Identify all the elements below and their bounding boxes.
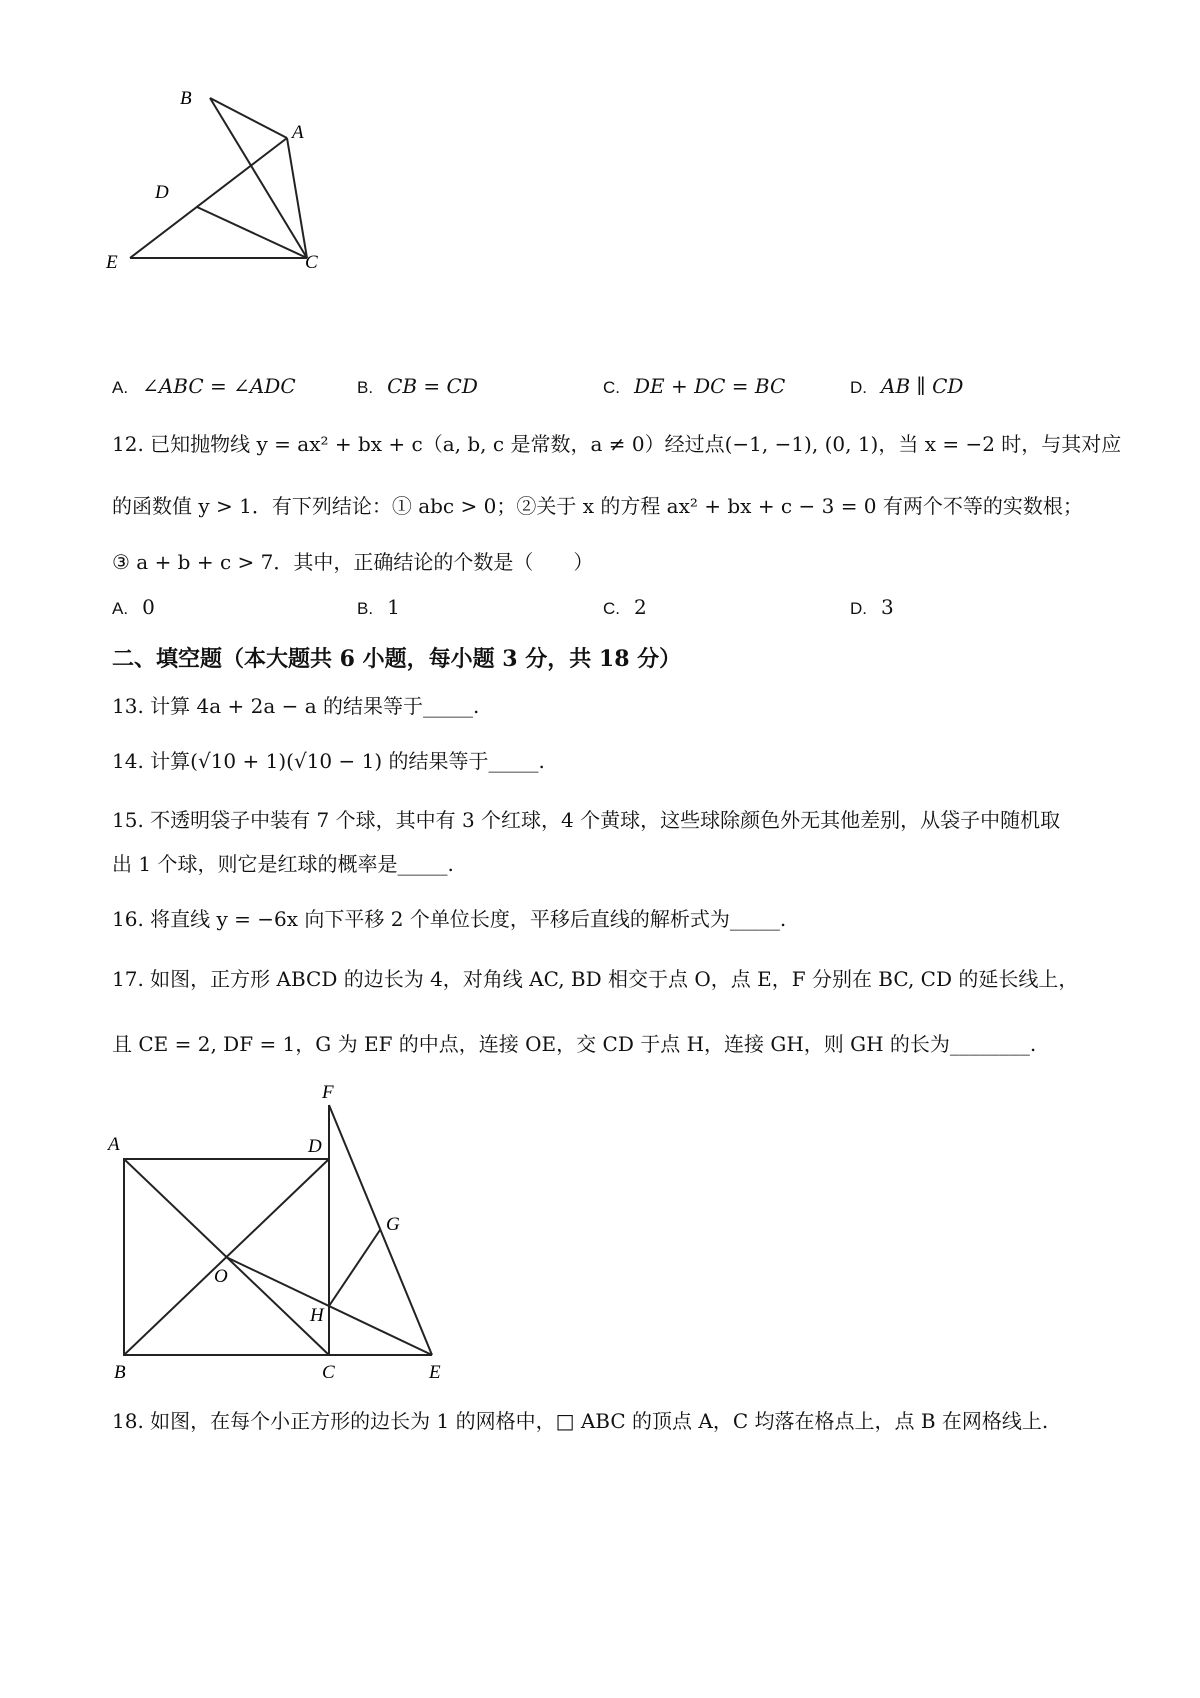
- q11-option-c: [603, 374, 785, 398]
- figure-square-abcd: [100, 1080, 460, 1380]
- label-o: O: [214, 1266, 228, 1287]
- q18: 18. 如图，在每个小正方形的边长为 1 的网格中，□ ABC 的顶点 A，C 均落在格点上，点 B 在网格线上.: [112, 1409, 1049, 1433]
- label-c: C: [322, 1362, 335, 1380]
- option-letter: B.: [357, 599, 374, 618]
- option-letter: C.: [603, 599, 620, 618]
- label-e: E: [106, 252, 118, 273]
- option-text: 3: [881, 595, 894, 619]
- q11-option-a: [112, 374, 296, 398]
- option-letter: A.: [112, 599, 129, 618]
- label-b: B: [114, 1362, 126, 1380]
- q12-option-a: [112, 595, 155, 619]
- option-letter: D.: [850, 599, 867, 618]
- section-2-heading: 二、填空题（本大题共 6 小题，每小题 3 分，共 18 分）: [112, 646, 682, 672]
- label-g: G: [386, 1214, 400, 1235]
- label-d: D: [155, 182, 169, 203]
- option-text: DE + DC = BC: [634, 374, 786, 398]
- option-text: 0: [142, 595, 155, 619]
- q16: 16. 将直线 y = −6x 向下平移 2 个单位长度，平移后直线的解析式为_____.: [112, 907, 787, 931]
- option-letter: A.: [112, 378, 129, 397]
- q15-line-2: 出 1 个球，则它是红球的概率是_____.: [112, 852, 454, 876]
- q11-option-d: [850, 374, 963, 398]
- q12-line-1: 12. 已知抛物线 y = ax² + bx + c（a, b, c 是常数，a ≠ 0）经过点(−1, −1), (0, 1)，当 x = −2 时，与其对应: [112, 432, 1122, 456]
- option-text: CB = CD: [387, 374, 478, 398]
- option-letter: C.: [603, 378, 620, 397]
- label-f: F: [322, 1082, 334, 1103]
- segment-fe: [329, 1105, 432, 1355]
- option-text: 2: [634, 595, 647, 619]
- label-c: C: [305, 252, 318, 273]
- option-text: AB ∥ CD: [881, 374, 964, 398]
- option-text: ∠ABC = ∠ADC: [142, 374, 296, 398]
- label-a: A: [108, 1134, 120, 1155]
- label-h: H: [310, 1305, 324, 1326]
- figure-triangle-abcde: [100, 80, 360, 300]
- q12-line-3: ③ a + b + c > 7．其中，正确结论的个数是（ ）: [112, 550, 594, 574]
- option-letter: B.: [357, 378, 374, 397]
- q12-option-c: [603, 595, 647, 619]
- q14: 14. 计算(√10 + 1)(√10 − 1) 的结果等于_____.: [112, 749, 545, 773]
- q13: 13. 计算 4a + 2a − a 的结果等于_____.: [112, 694, 480, 718]
- q12-line-2: 的函数值 y > 1．有下列结论：① abc > 0；②关于 x 的方程 ax² + bx + c − 3 = 0 有两个不等的实数根；: [112, 494, 1083, 518]
- q15-line-1: 15. 不透明袋子中装有 7 个球，其中有 3 个红球，4 个黄球，这些球除颜色外无其他差别，从袋子中随机取: [112, 808, 1061, 832]
- label-e: E: [429, 1362, 441, 1380]
- q17-line-2: 且 CE = 2, DF = 1，G 为 EF 的中点，连接 OE，交 CD 于点 H，连接 GH，则 GH 的长为________.: [112, 1032, 1037, 1056]
- label-a: A: [292, 122, 304, 143]
- option-text: 1: [387, 595, 400, 619]
- segment-gh: [329, 1230, 380, 1306]
- label-d: D: [308, 1136, 322, 1157]
- q17-line-1: 17. 如图，正方形 ABCD 的边长为 4，对角线 AC, BD 相交于点 O，点 E，F 分别在 BC, CD 的延长线上，: [112, 967, 1079, 991]
- q11-option-b: [357, 374, 478, 398]
- q12-option-b: [357, 595, 400, 619]
- option-letter: D.: [850, 378, 867, 397]
- segment-ea: [130, 138, 287, 258]
- q12-option-d: [850, 595, 894, 619]
- label-b: B: [180, 88, 192, 109]
